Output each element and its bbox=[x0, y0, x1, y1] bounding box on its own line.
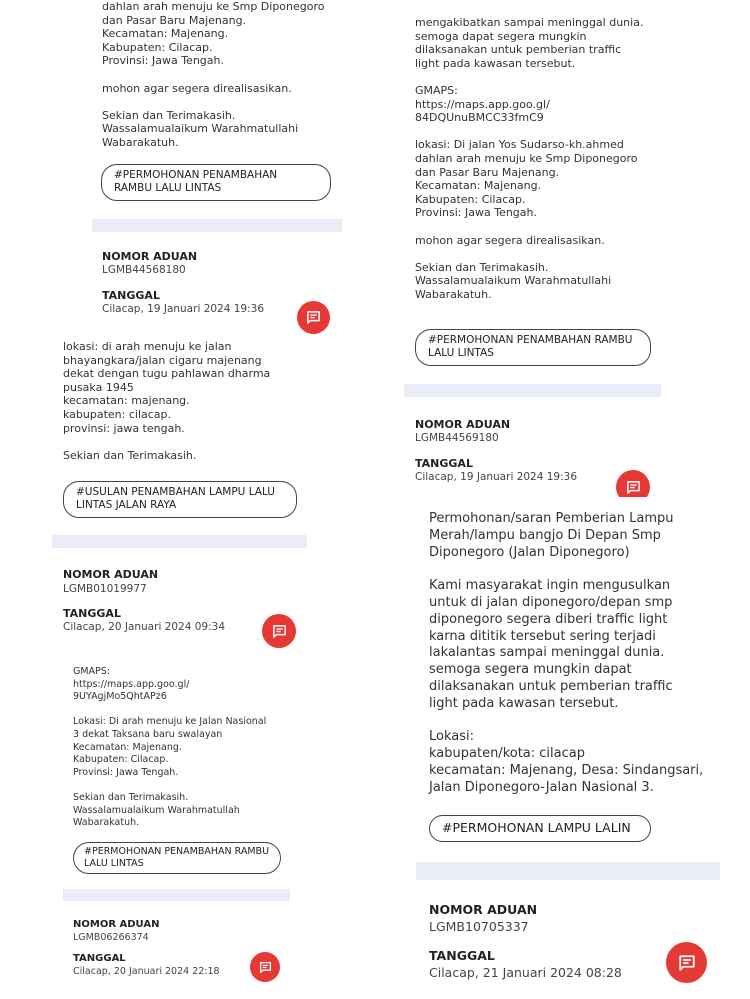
tanggal-label-c: TANGGAL bbox=[73, 953, 126, 964]
nomor-aduan-value-d: LGMB44569180 bbox=[415, 432, 499, 444]
separator-c bbox=[63, 889, 290, 901]
report-text-b: lokasi: di arah menuju ke jalan bhayangkara/jalan cigaru majenang dekat dengan tugu pahlawan dharma pusaka 1945 kecamatan: majenang. kabupaten: cilacap. provinsi: jawa tengah. Sekian dan Terimakasih. bbox=[63, 340, 271, 462]
comment-button-c[interactable] bbox=[250, 952, 280, 982]
nomor-aduan-label-a: NOMOR ADUAN bbox=[102, 250, 198, 263]
comment-button-e[interactable] bbox=[666, 942, 707, 983]
hashtag-chip-d[interactable]: #PERMOHONAN PENAMBAHAN RAMBU LALU LINTAS bbox=[415, 329, 651, 366]
hashtag-chip-a[interactable]: #PERMOHONAN PENAMBAHAN RAMBU LALU LINTAS bbox=[101, 164, 331, 201]
separator-d bbox=[404, 384, 661, 397]
nomor-aduan-label-b: NOMOR ADUAN bbox=[63, 568, 159, 581]
comment-icon bbox=[678, 954, 696, 972]
tanggal-label-e: TANGGAL bbox=[429, 948, 495, 963]
hashtag-chip-c[interactable]: #PERMOHONAN PENAMBAHAN RAMBU LALU LINTAS bbox=[73, 842, 281, 874]
nomor-aduan-label-c: NOMOR ADUAN bbox=[73, 919, 160, 930]
nomor-aduan-value-a: LGMB44568180 bbox=[102, 264, 186, 276]
report-text-d: mengakibatkan sampai meninggal dunia. semoga dapat segera mungkin dilaksanakan untuk pemberian traffic light pada kawasan tersebut. GMAPS: https://maps.app.goo.gl/ 84DQUnuBMCC33fmC9 lokasi: Di jalan Yos Sudarso-kh.ahmed dahlan arah menuju ke Smp Diponegoro dan Pasar Baru Majenang. Kecamatan: Majenang. Kabupaten: Cilacap. Provinsi: Jawa Tengah. mohon agar segera direalisasikan. Sekian dan Terimakasih. Wassalamualaikum Warahmatullahi Wabarakatuh. bbox=[415, 16, 644, 301]
separator-e bbox=[416, 862, 720, 880]
tanggal-label-b: TANGGAL bbox=[63, 607, 121, 620]
nomor-aduan-value-b: LGMB01019977 bbox=[63, 583, 147, 595]
separator-b bbox=[52, 535, 307, 548]
comment-button-d[interactable] bbox=[616, 470, 650, 504]
comment-icon bbox=[272, 624, 287, 639]
tanggal-value-e: Cilacap, 21 Januari 2024 08:28 bbox=[429, 965, 622, 980]
tanggal-label-d: TANGGAL bbox=[415, 457, 473, 470]
tanggal-value-a: Cilacap, 19 Januari 2024 19:36 bbox=[102, 303, 265, 315]
report-text-c: GMAPS: https://maps.app.goo.gl/ 9UYAgjMo5QhtAPz6 Lokasi: Di arah menuju ke Jalan Nasional 3 dekat Taksana baru swalayan Kecamatan: Majenang. Kabupaten: Cilacap. Provinsi: Jawa Tengah. Sekian dan Terimakasih. Wassalamualaikum Warahmatullah Wabarakatuh. bbox=[73, 666, 267, 829]
tanggal-value-b: Cilacap, 20 Januari 2024 09:34 bbox=[63, 621, 226, 633]
comment-button-b[interactable] bbox=[262, 614, 296, 648]
hashtag-chip-e[interactable]: #PERMOHONAN LAMPU LALIN bbox=[429, 815, 651, 842]
tanggal-label-a: TANGGAL bbox=[102, 289, 160, 302]
comment-icon bbox=[626, 480, 641, 495]
comment-button-a[interactable] bbox=[297, 301, 330, 334]
tanggal-value-d: Cilacap, 19 Januari 2024 19:36 bbox=[415, 471, 578, 483]
nomor-aduan-label-e: NOMOR ADUAN bbox=[429, 902, 538, 917]
tanggal-value-c: Cilacap, 20 Januari 2024 22:18 bbox=[73, 966, 220, 977]
report-text-e: Permohonan/saran Pemberian Lampu Merah/lampu bangjo Di Depan Smp Diponegoro (Jalan Diponegoro) Kami masyarakat ingin mengusulkan untuk di jalan diponegoro/depan smp diponegoro segera diberi traffic light karna dititik tersebut sering terjadi lakalantas sampai meninggal dunia. semoga segera mungkin dapat dilaksanakan untuk pemberian traffic light pada kawasan tersebut. Lokasi: kabupaten/kota: cilacap kecamatan: Majenang, Desa: Sindangsari, Jalan Diponegoro-Jalan Nasional 3. bbox=[429, 511, 704, 795]
comment-icon bbox=[259, 961, 272, 974]
nomor-aduan-value-e: LGMB10705337 bbox=[429, 919, 529, 934]
comment-icon bbox=[306, 310, 321, 325]
separator-a bbox=[92, 219, 342, 232]
hashtag-chip-b[interactable]: #USULAN PENAMBAHAN LAMPU LALU LINTAS JALAN RAYA bbox=[63, 481, 297, 518]
nomor-aduan-label-d: NOMOR ADUAN bbox=[415, 418, 511, 431]
nomor-aduan-value-c: LGMB06266374 bbox=[73, 932, 149, 943]
report-text-a: dahlan arah menuju ke Smp Diponegoro dan Pasar Baru Majenang. Kecamatan: Majenang. Kabupaten: Cilacap. Provinsi: Jawa Tengah. mohon agar segera direalisasikan. Sekian dan Terimakasih. Wassalamualaikum Warahmatullahi Wabarakatuh. bbox=[102, 0, 325, 149]
